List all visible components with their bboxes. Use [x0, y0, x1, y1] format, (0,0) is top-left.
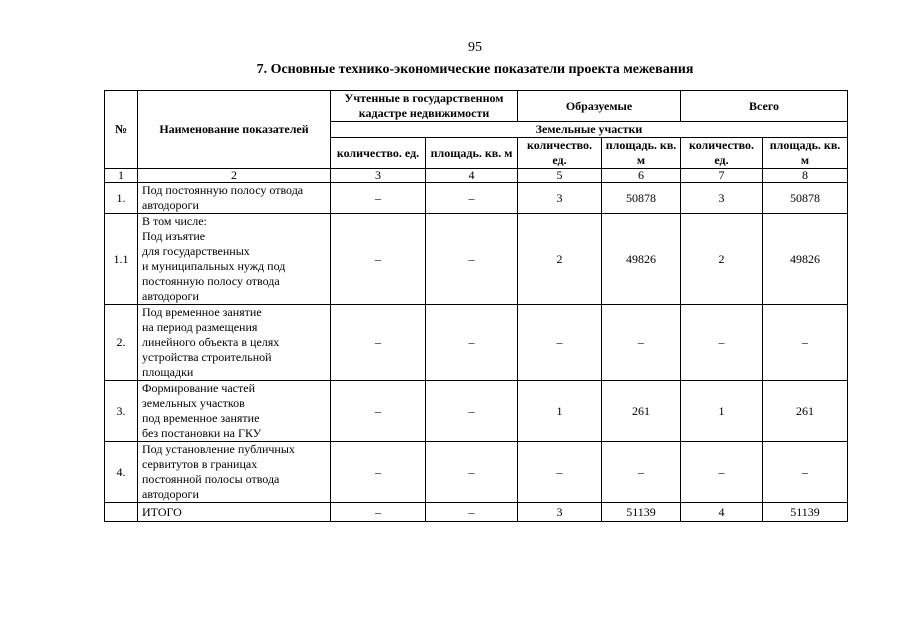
header-name: Наименование показателей [138, 91, 331, 169]
row-name-line: Под изъятие [142, 229, 206, 243]
page-number: 95 [468, 40, 482, 55]
row-value-col-5: – [518, 442, 602, 503]
row-number: 1. [105, 183, 138, 214]
row-number: 3. [105, 381, 138, 442]
row-name-line: Под установление публичных [142, 442, 295, 456]
header-formed: Образуемые [518, 91, 681, 122]
row-number: 2. [105, 305, 138, 381]
table-row [105, 214, 848, 305]
column-number-5: 5 [518, 169, 602, 183]
column-number-6: 6 [602, 169, 681, 183]
row-value-col-5: 1 [518, 381, 602, 442]
row-value-col-6: 49826 [602, 214, 681, 305]
indicators-table [104, 90, 848, 522]
header-total: Всего [681, 91, 848, 122]
row-value-col-4: – [426, 183, 518, 214]
row-number: 1.1 [105, 214, 138, 305]
row-value-col-8: 50878 [763, 183, 848, 214]
total-value-col-4: – [426, 503, 518, 522]
column-number-2: 2 [138, 169, 331, 183]
column-number-3: 3 [331, 169, 426, 183]
row-name-line: Формирование частей [142, 381, 255, 395]
row-value-col-3: – [331, 442, 426, 503]
total-value-col-7: 4 [681, 503, 763, 522]
row-value-col-7: – [681, 305, 763, 381]
row-value-col-6: 261 [602, 381, 681, 442]
row-value-col-7: 3 [681, 183, 763, 214]
row-name-line: Под постоянную полосу отвода [142, 183, 304, 197]
subheader-registered-count: количество. ед. [331, 138, 426, 169]
row-name-line: постоянной полосы отвода [142, 472, 280, 486]
row-name-line: на период размещения [142, 320, 258, 334]
table-row [105, 183, 848, 214]
row-value-col-4: – [426, 305, 518, 381]
total-value-col-5: 3 [518, 503, 602, 522]
subheader-total-area: площадь. кв. м [763, 138, 848, 169]
row-name-line: площадки [142, 365, 194, 379]
row-value-col-8: 49826 [763, 214, 848, 305]
row-value-col-3: – [331, 381, 426, 442]
total-row [105, 503, 848, 522]
subheader-formed-area: площадь. кв. м [602, 138, 681, 169]
row-name-line: устройства строительной [142, 350, 272, 364]
header-land-plots: Земельные участки [331, 122, 848, 138]
row-value-col-5: 3 [518, 183, 602, 214]
total-value-col-6: 51139 [602, 503, 681, 522]
column-number-8: 8 [763, 169, 848, 183]
row-value-col-5: – [518, 305, 602, 381]
row-value-col-7: – [681, 442, 763, 503]
row-value-col-3: – [331, 183, 426, 214]
column-number-4: 4 [426, 169, 518, 183]
header-registered: Учтенные в государственном кадастре недвижимости [331, 91, 518, 122]
row-name [138, 381, 331, 442]
column-number-1: 1 [105, 169, 138, 183]
subheader-total-count: количество. ед. [681, 138, 763, 169]
row-name-line: Под временное занятие [142, 305, 262, 319]
row-name-line: постоянную полосу отвода [142, 274, 280, 288]
row-value-col-6: 50878 [602, 183, 681, 214]
row-name-line: линейного объекта в целях [142, 335, 280, 349]
row-name-line: и муниципальных нужд под [142, 259, 286, 273]
subheader-formed-count: количество. ед. [518, 138, 602, 169]
row-name-line: автодороги [142, 198, 199, 212]
row-name [138, 214, 331, 305]
row-value-col-4: – [426, 214, 518, 305]
subheader-registered-area: площадь. кв. м [426, 138, 518, 169]
row-value-col-6: – [602, 305, 681, 381]
row-value-col-4: – [426, 381, 518, 442]
row-value-col-7: 1 [681, 381, 763, 442]
row-name [138, 183, 331, 214]
row-name [138, 442, 331, 503]
table-row [105, 442, 848, 503]
row-value-col-8: – [763, 305, 848, 381]
row-name-line: под временное занятие [142, 411, 260, 425]
row-value-col-5: 2 [518, 214, 602, 305]
row-name-line: автодороги [142, 487, 199, 501]
header-num: № [105, 91, 138, 169]
column-number-7: 7 [681, 169, 763, 183]
row-value-col-4: – [426, 442, 518, 503]
row-name-line: сервитутов в границах [142, 457, 258, 471]
row-value-col-8: 261 [763, 381, 848, 442]
document-title: 7. Основные технико-экономические показатели проекта межевания [256, 62, 694, 77]
row-value-col-8: – [763, 442, 848, 503]
row-name-line: автодороги [142, 289, 199, 303]
row-value-col-3: – [331, 305, 426, 381]
row-value-col-3: – [331, 214, 426, 305]
table-row [105, 381, 848, 442]
row-value-col-7: 2 [681, 214, 763, 305]
row-value-col-6: – [602, 442, 681, 503]
row-name-line: земельных участков [142, 396, 245, 410]
row-number: 4. [105, 442, 138, 503]
total-value-col-8: 51139 [763, 503, 848, 522]
total-row-number [105, 503, 138, 522]
row-name-line: для государственных [142, 244, 250, 258]
row-name-line: В том числе: [142, 214, 207, 228]
table-row [105, 305, 848, 381]
row-name [138, 305, 331, 381]
total-row-name: ИТОГО [138, 503, 331, 522]
total-value-col-3: – [331, 503, 426, 522]
row-name-line: без постановки на ГКУ [142, 426, 262, 440]
